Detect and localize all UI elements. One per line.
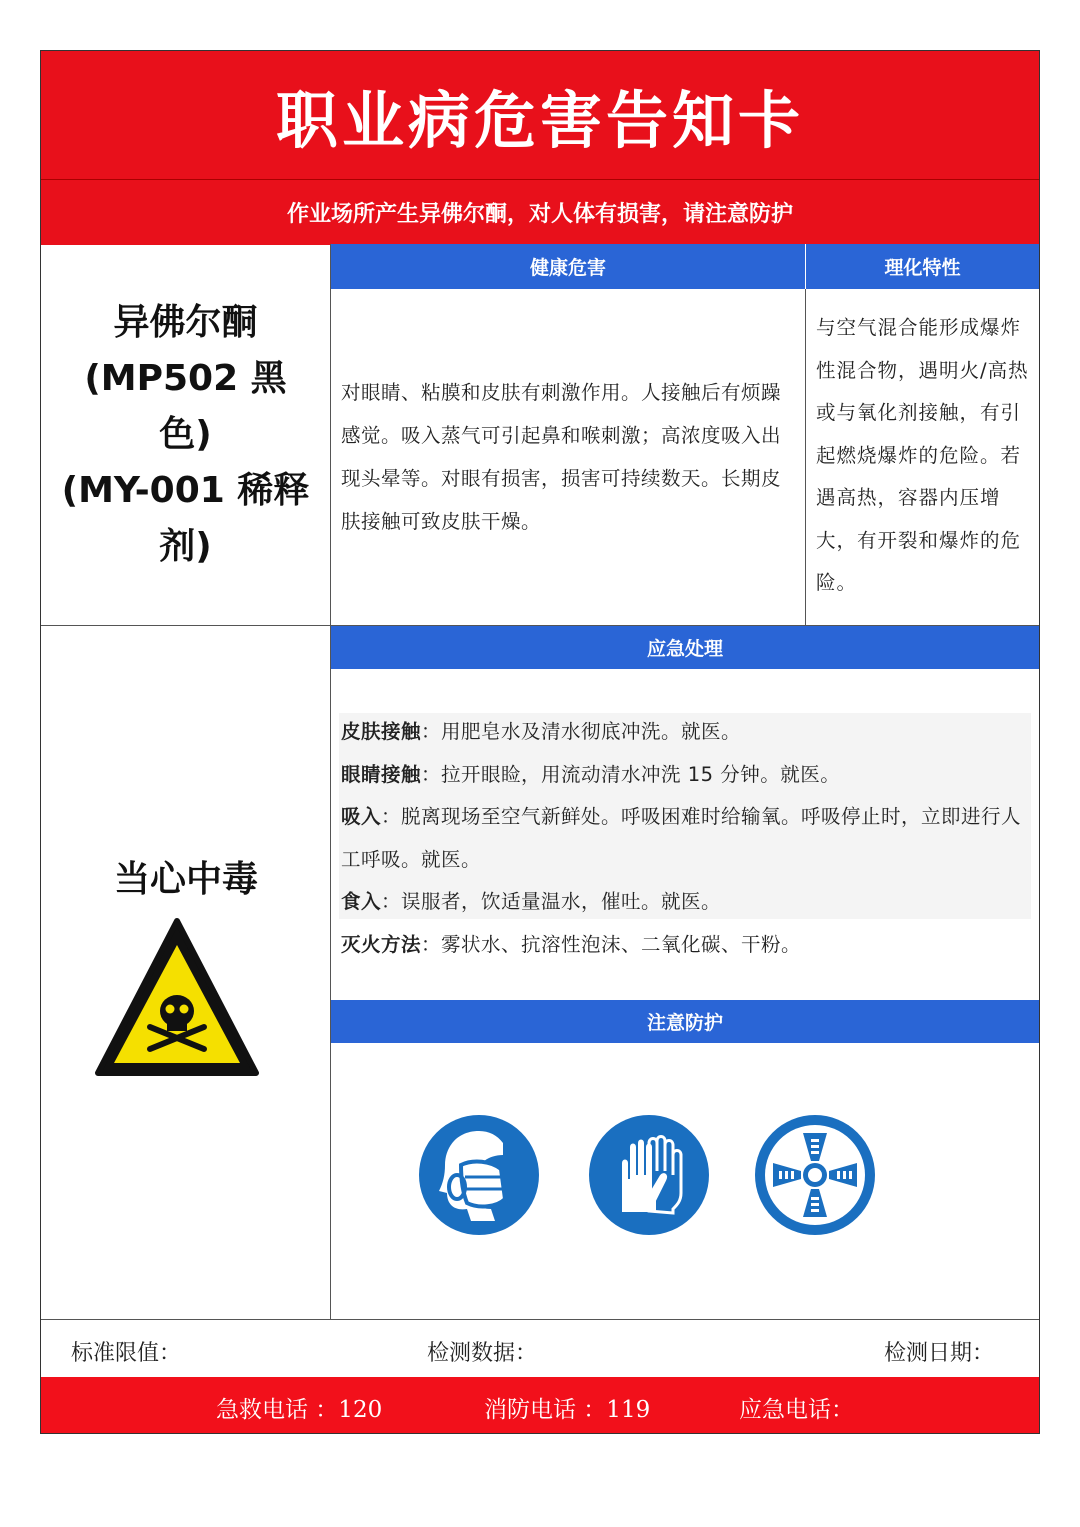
detection-date-label: 检测日期：: [884, 1341, 995, 1366]
card-title: 职业病危害告知卡: [275, 83, 804, 157]
physical-properties-text: 与空气混合能形成爆炸性混合物，遇明火/高热或与氧化剂接触，有引起燃烧爆炸的危险。若遇高热，容器内压增大，有开裂和爆炸的危险。: [816, 316, 1029, 594]
health-hazard-body: [331, 289, 806, 626]
emergency-list: [341, 711, 1029, 966]
chemical-name-line: 异佛尔酮: [113, 301, 258, 343]
emergency-item-label: 皮肤接触: [341, 720, 422, 743]
fire-phone: 消防电话 ：119: [484, 1397, 651, 1423]
title-bar: [41, 51, 1039, 179]
emergency-item-text: ：雾状水、抗溶性泡沫、二氧化碳、干粉。: [421, 932, 802, 956]
chemical-name-line: (MP502 黑色): [84, 357, 287, 455]
warning-text: 当心中毒: [113, 859, 258, 900]
chemical-name-cell: [41, 244, 331, 626]
chemical-name-line: 剂): [159, 525, 212, 567]
emergency-item-label: 吸入: [341, 805, 382, 828]
emergency-item-label: 食入: [341, 890, 382, 913]
health-hazard-text: 对眼睛、粘膜和皮肤有刺激作用。人接触后有烦躁感觉。吸入蒸气可引起鼻和喉刺激；高浓度吸入出现头晕等。对眼有损害，损害可持续数天。长期皮肤接触可致皮肤干燥。: [341, 381, 782, 533]
first-aid-phone: 急救电话 ：120: [216, 1397, 383, 1423]
toxic-warning-icon: [92, 915, 262, 1085]
limits-row: [41, 1319, 1039, 1377]
emergency-item: [341, 924, 1029, 967]
physical-properties-body: [806, 289, 1039, 626]
emergency-item-text: ：用肥皂水及清水彻底冲洗。就医。: [421, 720, 742, 743]
standard-limit-label: 标准限值：: [71, 1341, 182, 1366]
emergency-item-text: ：拉开眼睑，用流动清水冲洗 15 分钟。就医。: [421, 762, 841, 786]
notice-card: [40, 50, 1040, 1434]
emergency-phone: 应急电话：: [739, 1397, 854, 1423]
emergency-item-label: 灭火方法: [341, 932, 422, 956]
detection-data-label: 检测数据：: [427, 1341, 538, 1366]
chemical-name-line: (MY-001 稀释: [61, 469, 310, 511]
emergency-item: [341, 881, 1029, 924]
protective-gloves-icon: [587, 1113, 711, 1237]
phone-bar: [41, 1377, 1039, 1433]
emergency-item: [341, 711, 1029, 754]
emergency-item-label: 眼睛接触: [341, 762, 422, 786]
protection-body: [331, 1043, 1039, 1319]
emergency-body: [331, 669, 1039, 1000]
emergency-item-text: ：误服者，饮适量温水，催吐。就医。: [381, 890, 722, 913]
physical-properties-header: 理化特性: [806, 244, 1039, 289]
emergency-item: [341, 754, 1029, 797]
respirator-mask-icon: [417, 1113, 541, 1237]
emergency-item-text: ：脱离现场至空气新鲜处。呼吸困难时给输氧。呼吸停止时，立即进行人工呼吸。就医。: [341, 805, 1022, 871]
chemical-name: [41, 295, 330, 575]
emergency-header: 应急处理: [331, 626, 1039, 669]
card-subtitle: 作业场所产生异佛尔酮，对人体有损害，请注意防护: [286, 202, 793, 227]
subtitle-bar: [41, 179, 1039, 245]
protective-clothing-icon: [753, 1113, 877, 1237]
protection-header: 注意防护: [331, 1000, 1039, 1043]
health-hazard-header: 健康危害: [331, 244, 806, 289]
emergency-item: [341, 796, 1029, 881]
